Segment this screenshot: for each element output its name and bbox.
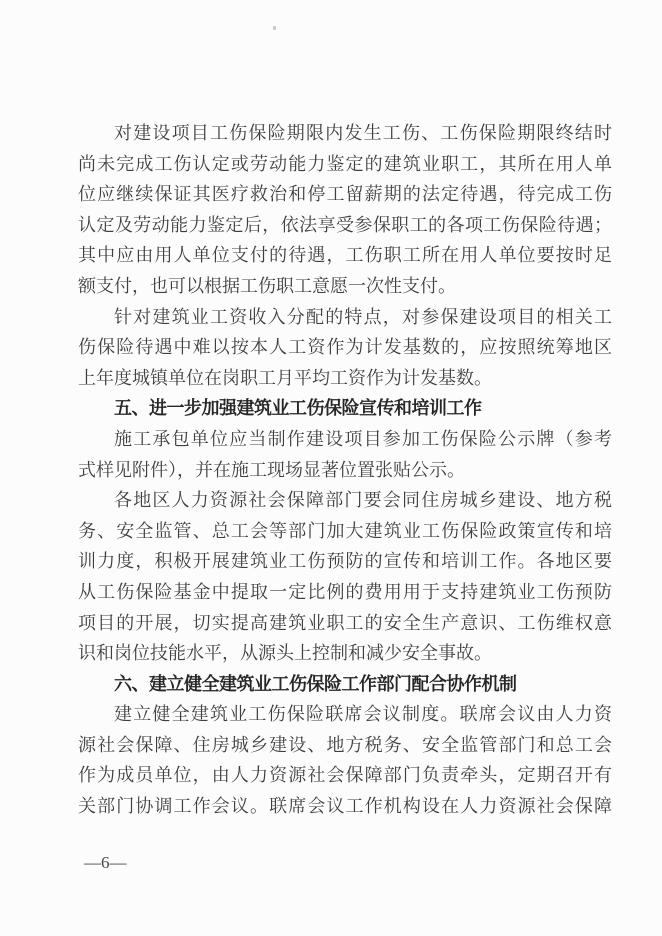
text-line: 认定及劳动能力鉴定后，依法享受参保职工的各项工伤保险待遇； bbox=[78, 214, 612, 235]
text-line: 建立健全建筑业工伤保险联席会议制度。联席会议由人力资 bbox=[114, 704, 612, 725]
text-line: 针对建筑业工资收入分配的特点，对参保建设项目的相关工 bbox=[114, 306, 612, 327]
text-line: 各地区人力资源社会保障部门要会同住房城乡建设、地方税 bbox=[114, 490, 612, 511]
text-line: 作为成员单位，由人力资源社会保障部门负责牵头，定期召开有 bbox=[78, 765, 612, 786]
section-heading: 五、进一步加强建筑业工伤保险宣传和培训工作 bbox=[114, 398, 482, 419]
text-line: 识和岗位技能水平，从源头上控制和减少安全事故。 bbox=[78, 643, 492, 664]
page-number: —6— bbox=[84, 853, 127, 872]
text-line: 源社会保障、住房城乡建设、地方税务、安全监管部门和总工会 bbox=[78, 734, 612, 755]
section-heading: 六、建立健全建筑业工伤保险工作部门配合协作机制 bbox=[114, 673, 517, 694]
text-line: 式样见附件），并在施工现场显著位置张贴公示。 bbox=[78, 459, 465, 480]
text-line: 对建设项目工伤保险期限内发生工伤、工伤保险期限终结时 bbox=[114, 123, 612, 143]
text-line: 施工承包单位应当制作建设项目参加工伤保险公示牌（参考 bbox=[114, 428, 612, 449]
text-line: 位应继续保证其医疗救治和停工留薪期的法定待遇，待完成工伤 bbox=[78, 184, 612, 205]
text-line: 尚未完成工伤认定或劳动能力鉴定的建筑业职工，其所在用人单 bbox=[78, 153, 612, 174]
text-line: 项目的开展，切实提高建筑业职工的安全生产意识、工伤维权意 bbox=[78, 612, 612, 633]
text-line: 关部门协调工作会议。联席会议工作机构设在人力资源社会保障 bbox=[78, 796, 612, 817]
text-line: 其中应由用人单位支付的待遇，工伤职工所在用人单位要按时足 bbox=[78, 245, 612, 266]
text-line: 训力度，积极开展建筑业工伤预防的宣传和培训工作。各地区要 bbox=[78, 551, 612, 572]
scan-speck bbox=[273, 26, 276, 30]
text-line: 从工伤保险基金中提取一定比例的费用用于支持建筑业工伤预防 bbox=[78, 581, 612, 602]
text-line: 务、安全监管、总工会等部门加大建筑业工伤保险政策宣传和培 bbox=[78, 520, 612, 541]
text-line: 上年度城镇单位在岗职工月平均工资作为计发基数。 bbox=[78, 367, 492, 388]
text-line: 伤保险待遇中难以按本人工资作为计发基数的，应按照统筹地区 bbox=[78, 337, 612, 358]
document-text-block bbox=[78, 118, 612, 822]
text-line: 额支付，也可以根据工伤职工意愿一次性支付。 bbox=[78, 275, 456, 296]
